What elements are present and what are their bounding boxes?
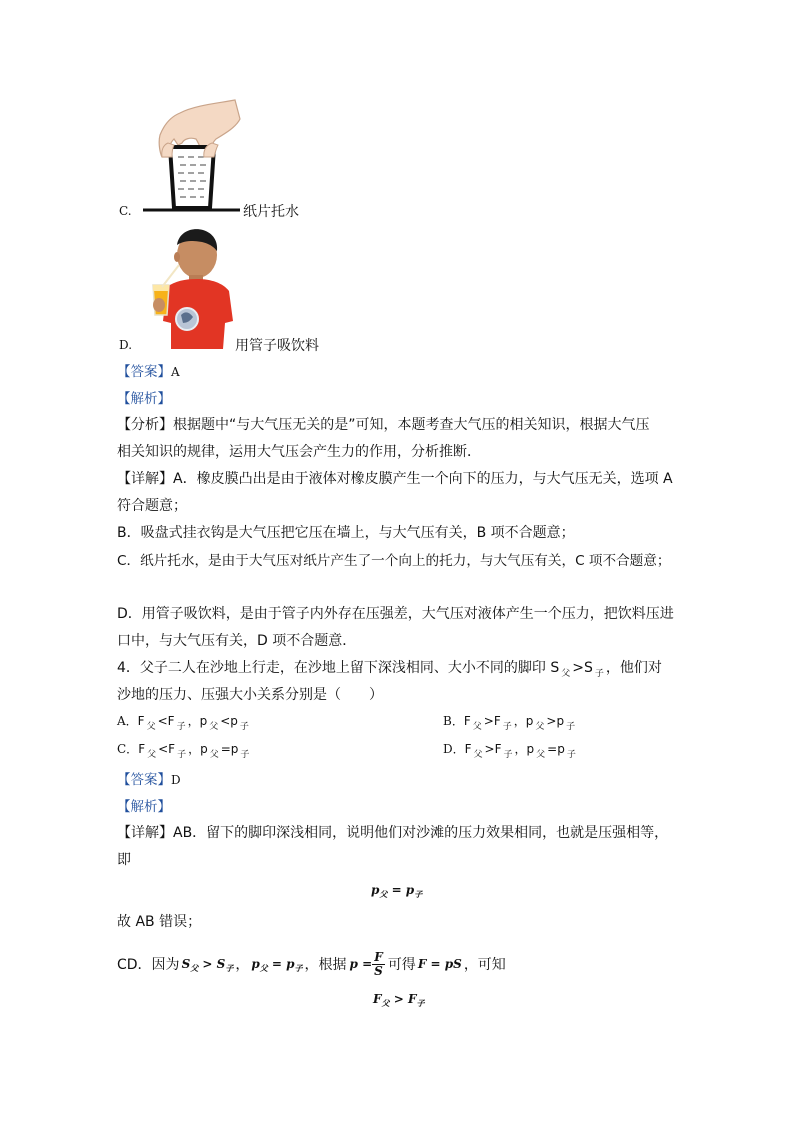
q3-detail-d-line1: D．用管子吸饮料，是由于管子内外存在压强差，大气压对液体产生一个压力，把饮料压进: [117, 606, 674, 622]
cd-kede: 可得: [387, 957, 416, 973]
q4-detail-line2: 即: [117, 852, 131, 868]
sub-son: 子: [594, 669, 604, 679]
fenxi-tag: 【分析】: [117, 417, 173, 433]
answer-tag: 【答案】: [117, 772, 171, 788]
q4-stem-line2: 沙地的压力、压强大小关系分别是（ ）: [117, 687, 383, 703]
cd-prefix: CD．因为: [117, 957, 180, 973]
cd-genju: ，根据: [304, 957, 347, 973]
q4-stem-text-a: 4．父子二人在沙地上行走，在沙地上留下深浅相同、大小不同的脚印 S: [117, 660, 560, 676]
q4-stem-line1: 4．父子二人在沙地上行走，在沙地上留下深浅相同、大小不同的脚印 S $_父$ >S $_子$ ，他们对: [117, 660, 662, 679]
formula-area-compare: $S_父 > S_子$: [181, 957, 234, 973]
q4-stem-text-b: ，他们对: [605, 660, 662, 676]
option-d-letter: D.: [119, 338, 133, 352]
formula-force-compare: $F_父 > F_子$: [373, 992, 425, 1008]
q3-detail-b: B．吸盘式挂衣钩是大气压把它压在墙上，与大气压有关，B 项不合题意；: [117, 525, 575, 541]
q4-cd-line: CD．因为 $S_父 > S_子$ ， $p_父 = p_子$ ，根据 p = $\frac{F}{S}$ 可得 F = pS ，可知: [117, 949, 506, 978]
q3-detail-a-line1: [117, 468, 673, 488]
q4-option-c[interactable]: C．F $_父$ <F $_子$ ，p $_父$ =p $_子$: [117, 742, 250, 760]
option-d-caption: 用管子吸饮料: [235, 338, 319, 354]
q3-answer-line: [117, 360, 180, 380]
q3-analysis-tag: 【解析】: [117, 391, 171, 407]
paper-holds-water-figure: [140, 95, 250, 220]
detail-a-text: A．橡皮膜凸出是由于液体对橡皮膜产生一个向下的压力，与大气压无关，选项 A: [173, 471, 673, 487]
answer-value: A: [171, 365, 180, 379]
detail-tag: 【详解】: [117, 825, 173, 841]
q4-option-b[interactable]: B．F $_父$ >F $_子$ ，p $_父$ >p $_子$: [443, 714, 576, 732]
q4-detail-line1: [117, 822, 668, 842]
q4-option-d[interactable]: D．F $_父$ >F $_子$ ，p $_父$ =p $_子$: [443, 742, 576, 760]
boy-drinking-figure: [145, 225, 235, 350]
detail-tag: 【详解】: [117, 471, 173, 487]
q3-detail-a-line2: 符合题意；: [117, 498, 187, 514]
formula-pressure-equal-inline: $p_父 = p_子$: [251, 957, 303, 973]
q4-analysis-tag: 【解析】: [117, 799, 171, 815]
q4-answer-line: [117, 768, 181, 788]
q4-ab-wrong: 故 AB 错误；: [117, 914, 202, 930]
q3-fenxi-line1: [117, 414, 650, 434]
sub-father: 父: [561, 669, 571, 679]
q3-fenxi-line2: 相关知识的规律，运用大气压会产生力的作用，分析推断．: [117, 444, 481, 460]
red-shirt: [163, 279, 233, 349]
fenxi-text-1: 根据题中“与大气压无关的是”可知，本题考查大气压的相关知识，根据大气压: [173, 417, 650, 433]
q3-detail-d-line2: 口中，与大气压有关，D 项不合题意．: [117, 633, 357, 649]
answer-tag: 【答案】: [117, 364, 171, 380]
option-c-letter: C.: [119, 204, 132, 218]
formula-pressure-equal: $p_父 = p_子$: [371, 883, 423, 899]
q3-detail-c: C．纸片托水，是由于大气压对纸片产生了一个向上的托力，与大气压有关，C 项不合题意；: [117, 553, 671, 569]
option-c-caption: 纸片托水: [243, 204, 299, 220]
formula-p-equals-f-over-s: p = $\frac{F}{S}$: [349, 949, 383, 978]
q4-option-a[interactable]: A．F $_父$ <F $_子$ ，p $_父$ <p $_子$: [117, 714, 249, 732]
detail-text: AB．留下的脚印深浅相同，说明他们对沙滩的压力效果相同，也就是压强相等，: [173, 825, 669, 841]
cd-kezhi: ，可知: [463, 957, 506, 973]
formula-f-equals-ps: F = pS: [417, 957, 462, 971]
answer-value: D: [171, 773, 181, 787]
